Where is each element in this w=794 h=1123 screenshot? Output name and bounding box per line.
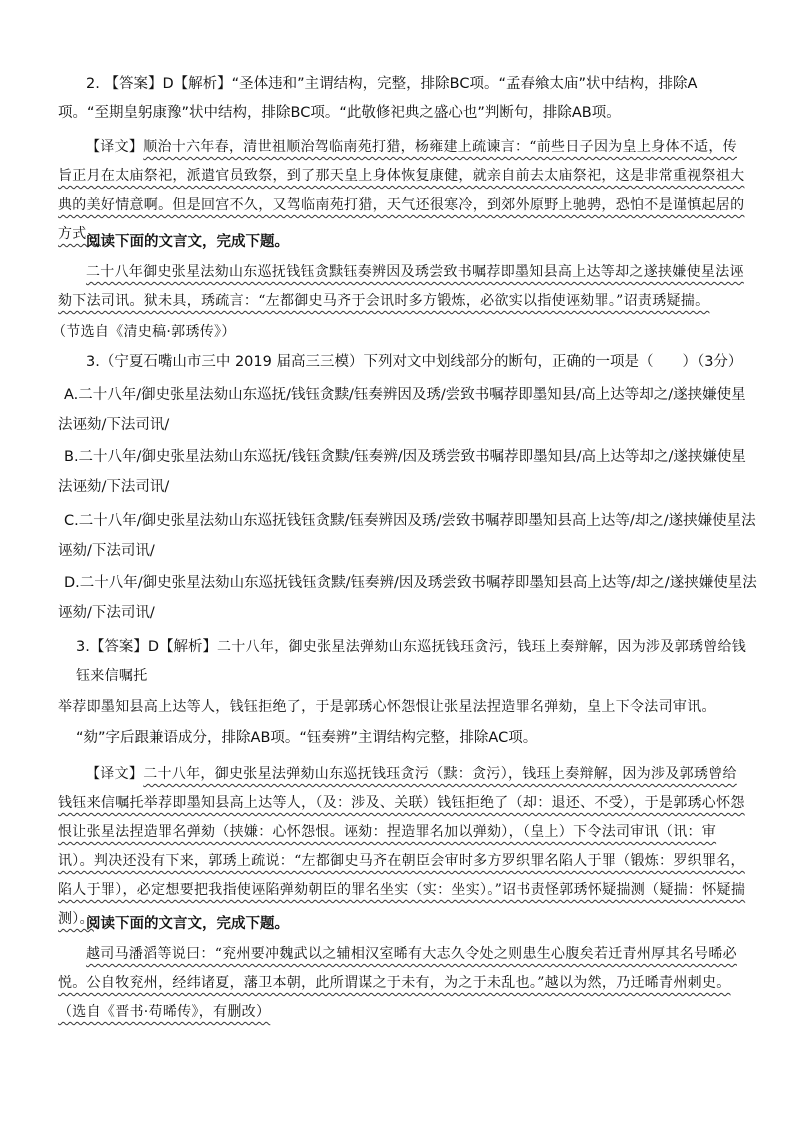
passage-1-source: （节选自《清史稿·郭琇传》） — [52, 324, 236, 340]
passage-1-text: 二十八年御史张星法劾山东巡抚钱钰贪黩钰奏辨因及琇尝致书嘱荐即墨知县高上达等却之遂挟嫌使星法诬劾下法司讯。狱未具，琇疏言：“左都御史马齐于会讯时多方锻炼，必欲实以指使诬劾罪。”诏责琇疑揣。 — [58, 264, 744, 309]
translation-label: 【译文】 — [86, 139, 144, 155]
answer-2: 2. 【答案】D【解析】“圣体违和”主谓结构，完整，排除BC项。“孟春飨太庙”状中结构，排除A项。“至期皇躬康豫”状中结构，排除BC项。“此敬修祀典之盛心也”判断句，排除AB项。 — [58, 76, 698, 121]
translation-3-label: 【译文】 — [86, 766, 144, 782]
answer-3 — [76, 633, 756, 691]
question-3: 3.（宁夏石嘴山市三中 2019 届高三三模）下列对文中划线部分的断句，正确的一项是（ ）（3分） — [86, 354, 743, 370]
passage-1 — [58, 258, 748, 316]
answer-3-line2: 举荐即墨知县高上达等人，钱钰拒绝了，于是郭琇心怀怨恨让张星法捏造罪名弹劾，皇上下令法司审讯。 — [58, 699, 716, 715]
option-d[interactable]: D.二十八年/御史张星法劾山东巡抚钱钰贪黩/钰奏辨/因及琇尝致书嘱荐即墨知县高上达等/却之/遂挟嫌使星法诬劾/下法司讯/ — [58, 575, 757, 621]
passage-2 — [58, 940, 748, 1027]
answer-3-head: 3.【答案】D【解析】 — [76, 639, 217, 655]
option-a[interactable]: A.二十八年/御史张星法劾山东巡抚/钱钰贪黩/钰奏辨因及琇/尝致书嘱荐即墨知县/高上达等却之/遂挟嫌使星法诬劾/下法司讯/ — [58, 387, 746, 433]
passage-2-text: 越司马潘滔等说曰：“兖州要冲魏武以之辅相汉室晞有大志久令处之则患生心腹矣若迁青州厚其名号晞必悦。公自牧兖州，经纬诸夏，藩卫本朝，此所谓谋之于未有，为之于未乱也。”越以为然，乃迁晞青州刺史。（选自《晋书·苟晞传》，有删改） — [58, 946, 737, 1020]
option-c[interactable]: C.二十八年/御史张星法劾山东巡抚钱钰贪黩/钰奏辨因及琇/尝致书嘱荐即墨知县高上达等/却之/遂挟嫌使星法诬劾/下法司讯/ — [58, 513, 756, 559]
answer-3-line1: 二十八年，御史张星法弹劾山东巡抚钱珏贪污，钱珏上奏辩解，因为涉及郭琇曾给钱钰来信嘱托 — [76, 639, 747, 684]
translation-3-text: 二十八年，御史张星法弹劾山东巡抚钱珏贪污（黩：贪污），钱珏上奏辩解，因为涉及郭琇曾给钱钰来信嘱托举荐即墨知县高上达等人，（及：涉及、关联）钱钰拒绝了（却：退还、不受），于是郭琇心怀怨恨让张星法捏造罪名弹劾（挟嫌：心怀怨恨。诬劾：捏造罪名加以弹劾），（皇上）下令法司审讯（讯：审讯）。判决还没有下来，郭琇上疏说：“左都御史马齐在朝臣会审时多方罗织罪名陷人于罪（锻炼：罗织罪名，陷人于罪），必定想要把我指使诬陷弹劾朝臣的罪名坐实（实：坐实）。”诏书责怪郭琇怀疑揣测（疑揣：怀疑揣测）。 — [58, 766, 746, 927]
translation-3 — [58, 760, 748, 934]
reading-instruction-1: 阅读下面的文言文，完成下题。 — [86, 234, 289, 250]
answer-3-analysis: “劾”字后跟兼语成分，排除AB项。“钰奏辨”主谓结构完整，排除AC项。 — [76, 730, 538, 746]
translation-text: 顺治十六年春，清世祖顺治驾临南苑打猎，杨雍建上疏谏言：“前些日子因为皇上身体不适，传旨正月在太庙祭祀，派遣官员致祭，到了那天皇上身体恢复康健，就亲自前去太庙祭祀，这是非常重视祭祖大典的美好情意啊。但是回宫不久，又驾临南苑打猎，天气还很寒冷，到郊外原野上驰骋，恐怕不是谨慎起居的方式。 — [58, 139, 745, 242]
option-b[interactable]: B.二十八年/御史张星法劾山东巡抚/钱钰贪黩/钰奏辨/因及琇尝致书嘱荐即墨知县/高上达等却之/遂挟嫌使星法诬劾/下法司讯/ — [58, 449, 746, 495]
reading-instruction-2: 阅读下面的文言文，完成下题。 — [86, 916, 289, 932]
